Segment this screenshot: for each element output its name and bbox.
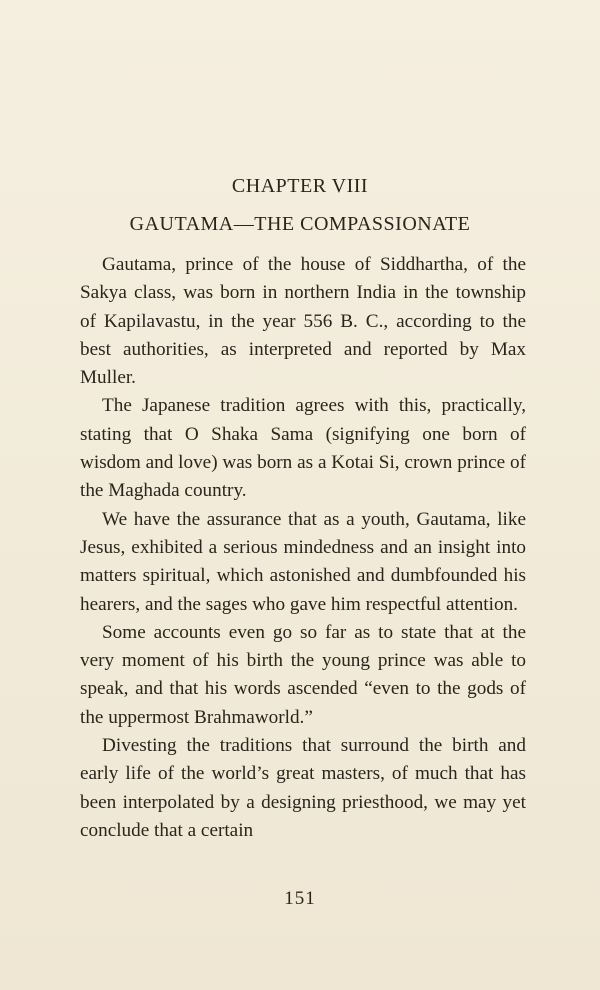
page-number: 151 [284, 888, 316, 909]
paragraph: We have the assurance that as a youth, Gautama, like Jesus, exhibited a serious mindedness and an insight into matters spiritual, which astonished and dumbfounded his hearers, and the sages who gave him respectful attention. [80, 508, 526, 615]
chapter-title: GAUTAMA—THE COMPASSIONATE [129, 213, 471, 235]
paragraph: Some accounts even go so far as to state that at the very moment of his birth the young prince was able to speak, and that his words ascended “even to the gods of the uppermost Brahmaworld.” [80, 621, 526, 728]
chapter-number: CHAPTER VIII [231, 175, 369, 197]
paragraph: Divesting the traditions that surround the birth and early life of the world’s great masters, of much that has been interpolated by a designing priesthood, we may yet conclude that a certain [80, 735, 526, 841]
paragraph: Gautama, prince of the house of Siddhartha, of the Sakya class, was born in northern India in the township of Kapilavastu, in the year 556 B. C., according to the best authorities, as interpreted and reported by Max Muller. [80, 254, 526, 389]
paragraph: The Japanese tradition agrees with this, practically, stating that O Shaka Sama (signifying one born of wisdom and love) was born as a Kotai Si, crown prince of the Maghada country. [80, 395, 526, 502]
body-text [80, 251, 526, 845]
